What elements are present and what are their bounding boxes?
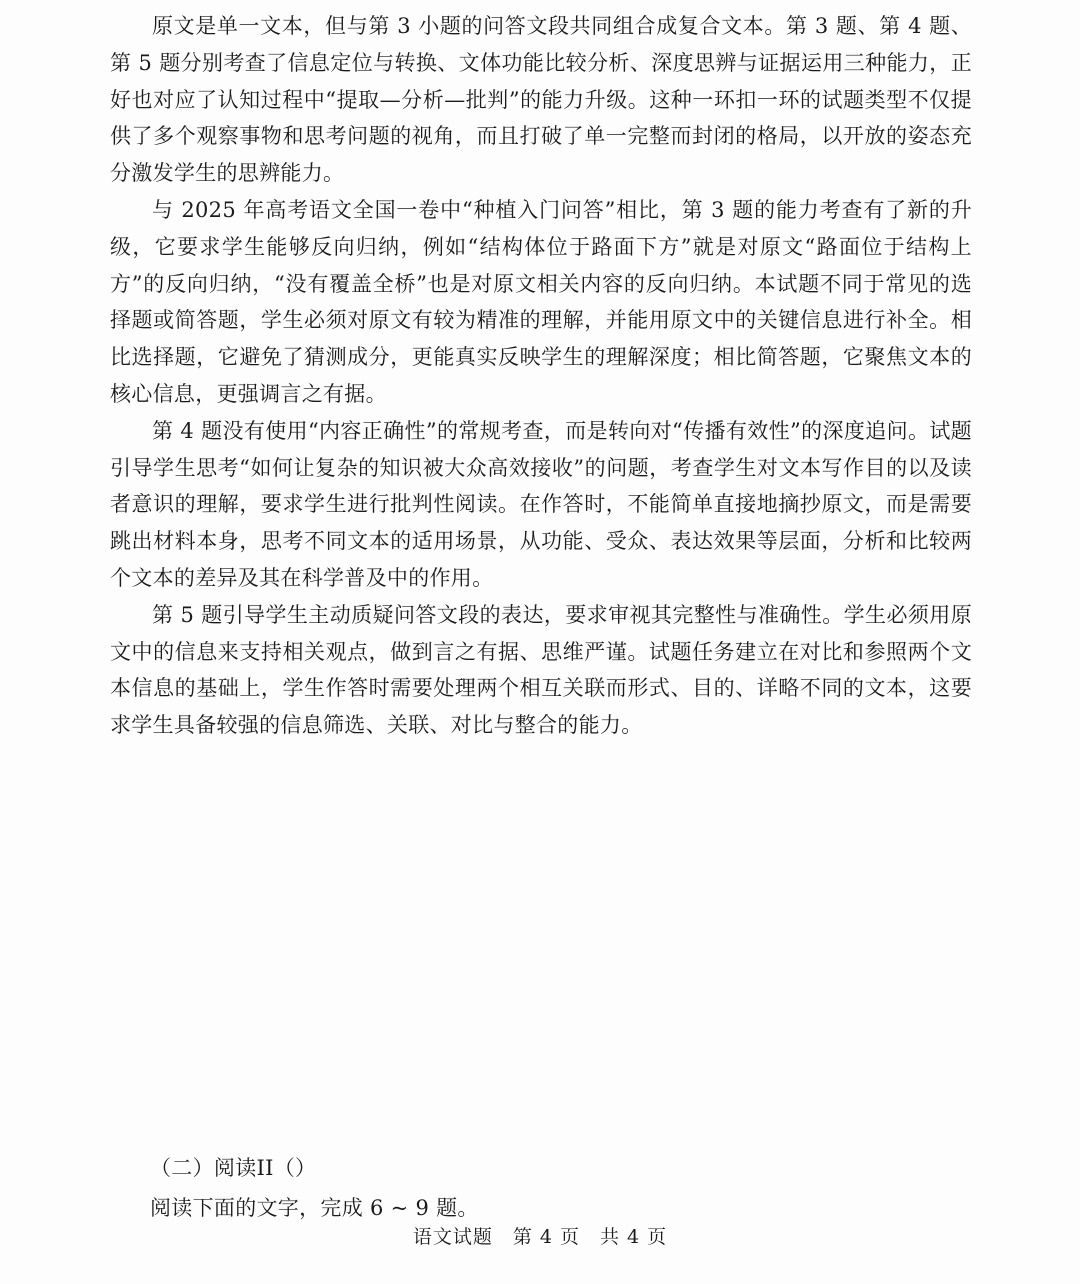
paragraph-2: 与 2025 年高考语文全国一卷中“种植入门问答”相比，第 3 题的能力考查有了新的升级，它要求学生能够反向归纳，例如“结构体位于路面下方”就是对原文“路面位于结构上方”的反向归纳，“没有覆盖全桥”也是对原文相关内容的反向归纳。本试题不同于常见的选择题或简答题，学生必须对原文有较为精准的理解，并能用原文中的关键信息进行补全。相比选择题，它避免了猜测成分，更能真实反映学生的理解深度；相比简答题，它聚焦文本的核心信息，更强调言之有据。: [110, 197, 972, 406]
paragraph-1: 原文是单一文本，但与第 3 小题的问答文段共同组合成复合文本。第 3 题、第 4 题、第 5 题分别考查了信息定位与转换、文体功能比较分析、深度思辨与证据运用三种能力，正好也对应了认知过程中“提取—分析—批判”的能力升级。这种一环扣一环的试题类型不仅提供了多个观察事物和思考问题的视角，而且打破了单一完整而封闭的格局，以开放的姿态充分激发学生的思辨能力。: [110, 14, 972, 186]
paragraph-4: 第 5 题引导学生主动质疑问答文段的表达，要求审视其完整性与准确性。学生必须用原文中的信息来支持相关观点，做到言之有据、思维严谨。试题任务建立在对比和参照两个文本信息的基础上，学生作答时需要处理两个相互关联而形式、目的、详略不同的文本，这要求学生具备较强的信息筛选、关联、对比与整合的能力。: [110, 602, 972, 738]
section-instruction: 阅读下面的文字，完成 6 ~ 9 题。: [150, 1196, 479, 1220]
page-footer: 语文试题 第 4 页 共 4 页: [412, 1226, 668, 1248]
commentary-body: [110, 8, 972, 744]
section-heading: （二）阅读II（）: [150, 1156, 317, 1180]
paragraph-3: 第 4 题没有使用“内容正确性”的常规考查，而是转向对“传播有效性”的深度追问。试题引导学生思考“如何让复杂的知识被大众高效接收”的问题，考查学生对文本写作目的以及读者意识的理解，要求学生进行批判性阅读。在作答时，不能简单直接地摘抄原文，而是需要跳出材料本身，思考不同文本的适用场景，从功能、受众、表达效果等层面，分析和比较两个文本的差异及其在科学普及中的作用。: [110, 418, 972, 590]
